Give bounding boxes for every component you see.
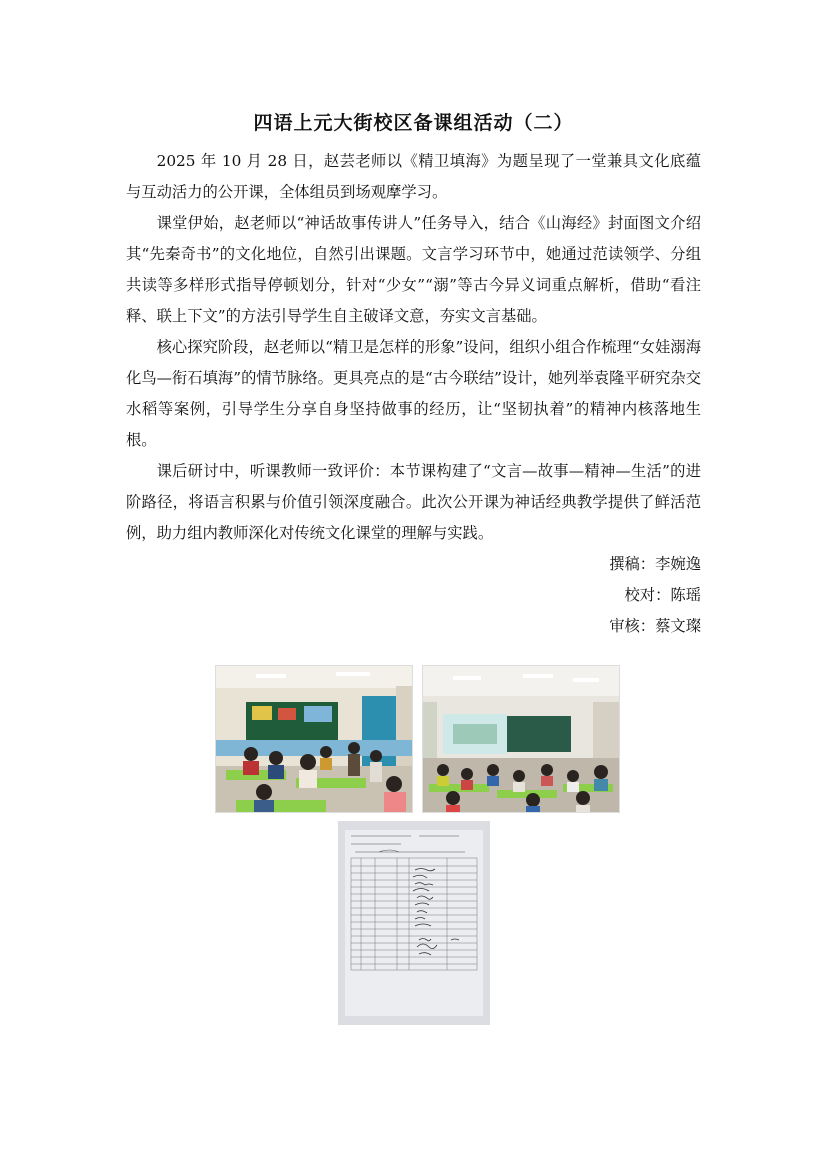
article-body (126, 146, 701, 642)
classroom-photo-1 (215, 665, 413, 813)
sign-in-sheet-photo (338, 821, 490, 1025)
paragraph: 课后研讨中，听课教师一致评价：本节课构建了“文言—故事—精神—生活”的进阶路径，将语言积累与价值引领深度融合。此次公开课为神话经典教学提供了鲜活范例，助力组内教师深化对传统文化课堂的理解与实践。 (126, 462, 701, 542)
paragraph: 课堂伊始，赵老师以“神话故事传讲人”任务导入，结合《山海经》封面图文介绍其“先秦奇书”的文化地位，自然引出课题。文言学习环节中，她通过范读领学、分组共读等多样形式指导停顿划分，针对“少女”“溺”等古今异义词重点解析，借助“看注释、联上下文”的方法引导学生自主破译文意，夯实文言基础。 (126, 214, 701, 325)
credit-proofreader: 校对：陈瑶 (624, 586, 701, 604)
paragraph: 核心探究阶段，赵老师以“精卫是怎样的形象”设问，组织小组合作梳理“女娃溺海化鸟—衔石填海”的情节脉络。更具亮点的是“古今联结”设计，她列举袁隆平研究杂交水稻等案例，引导学生分享自身坚持做事的经历，让“坚韧执着”的精神内核落地生根。 (126, 338, 701, 449)
credit-writer: 撰稿：李婉逸 (609, 555, 701, 573)
classroom-photo-2 (422, 665, 620, 813)
paragraph: 2025 年 10 月 28 日，赵芸老师以《精卫填海》为题呈现了一堂兼具文化底蕴与互动活力的公开课，全体组员到场观摩学习。 (126, 152, 701, 201)
page-title: 四语上元大街校区备课组活动（二） (253, 112, 574, 134)
credit-reviewer: 审核：蔡文璨 (609, 617, 701, 635)
